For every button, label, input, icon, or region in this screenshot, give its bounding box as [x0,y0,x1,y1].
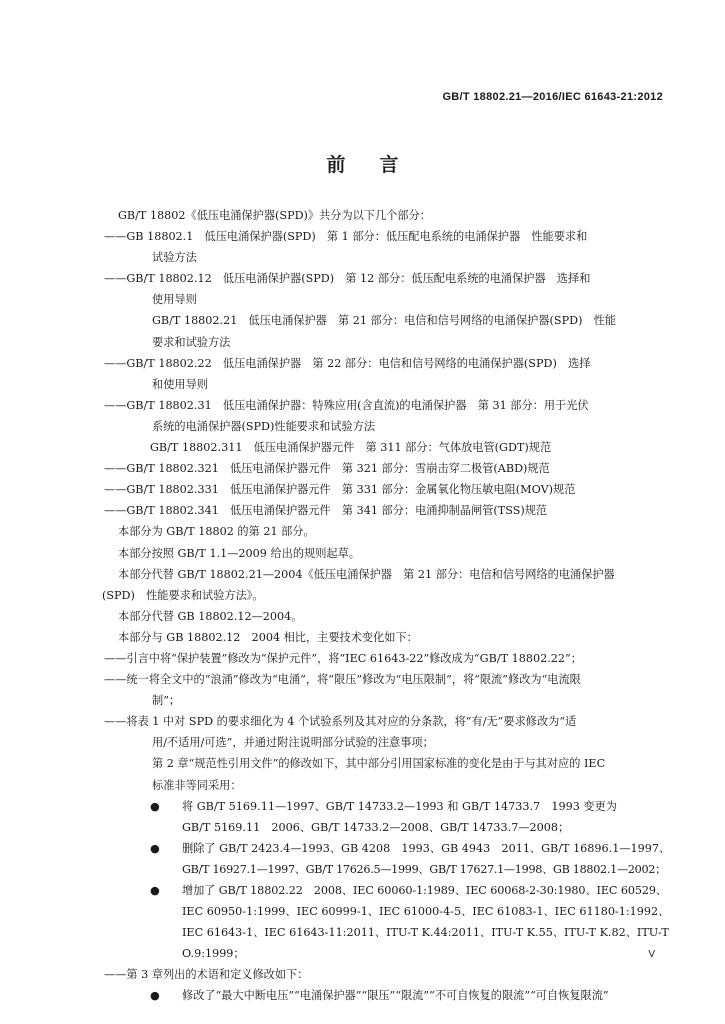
text-line: IEC 61643-1、IEC 61643-11:2011、ITU-T K.44:2011、ITU-T K.55、ITU-T K.82、ITU-T [182,926,669,940]
page-title: 前言 [326,154,433,176]
text-line: 本部分与 GB 18802.12 2004 相比，主要技术变化如下： [118,630,418,644]
text-line: 本部分按照 GB/T 1.1—2009 给出的规则起草。 [118,546,360,560]
list-item: ——统一将全文中的“浪涌”修改为“电涌”，将“限压”修改为“电压限制”，将“限流”修改为“电流限 [104,673,581,687]
list-item: ——GB 18802.1 低压电涌保护器(SPD) 第 1 部分：低压配电系统的电涌保护器 性能要求和 [104,230,588,244]
bullet-icon: ● [150,799,160,813]
list-item: ——第 3 章列出的术语和定义修改如下： [104,968,309,982]
list-item: ——GB/T 18802.31 低压电涌保护器：特殊应用(含直流)的电涌保护器 第 31 部分：用于光伏 [104,398,589,412]
list-item: ——GB/T 18802.321 低压电涌保护器元件 第 321 部分：雪崩击穿二极管(ABD)规范 [104,462,550,476]
bullet-icon: ● [150,841,160,855]
bullet-text: 删除了 GB/T 2423.4—1993、GB 4208 1993、GB 4943 2011、GB/T 16896.1—1997、 [182,841,671,855]
standard-number-header: GB/T 18802.21—2016/IEC 61643-21:2012 [442,91,663,103]
list-item: GB/T 18802.311 低压电涌保护器元件 第 311 部分：气体放电管(GDT)规范 [150,441,552,455]
text-line: 标准非等同采用： [152,778,242,792]
bullet-icon: ● [150,884,160,897]
text-line: 使用导则 [152,293,197,307]
text-line: 和使用导则 [152,377,208,391]
text-line: 系统的电涌保护器(SPD)性能要求和试验方法 [152,419,376,433]
text-line: 本部分代替 GB/T 18802.21—2004《低压电涌保护器 第 21 部分：电信和信号网络的电涌保护器 [118,567,615,581]
text-line: 制”； [152,694,181,708]
bullet-text: 增加了 GB/T 18802.22 2008、IEC 60060-1:1989、IEC 60068-2-30:1980、IEC 60529、 [182,884,668,897]
list-item: 第 2 章“规范性引用文件”的修改如下，其中部分引用国家标准的变化是由于与其对应的 IEC [152,757,606,771]
text-line: 要求和试验方法 [152,335,231,349]
bullet-item [104,838,670,859]
foreword-body [104,205,670,1007]
list-item: ——将表 1 中对 SPD 的要求细化为 4 个试验系列及其对应的分条款，将“有/无”要求修改为“适 [104,715,577,729]
text-line: 本部分代替 GB 18802.12—2004。 [118,609,303,623]
text-line: 本部分为 GB/T 18802 的第 21 部分。 [118,525,315,539]
text-line: (SPD) 性能要求和试验方法》。 [102,588,264,602]
list-item: ——引言中将“保护装置”修改为“保护元件”，将“IEC 61643-22”修改成为“GB/T 18802.22”； [104,651,582,665]
list-item: ——GB/T 18802.22 低压电涌保护器 第 22 部分：电信和信号网络的电涌保护器(SPD) 选择 [104,356,591,370]
text-line: 试验方法 [152,251,197,265]
text-line: GB/T 18802《低压电涌保护器(SPD)》共分为以下几个部分： [118,209,431,222]
bullet-text: 修改了“最大中断电压”“电涌保护器”“限压”“限流”“不可自恢复的限流”“可自恢复限流” [182,989,609,1003]
page-number: V [648,949,655,960]
bullet-item [104,880,670,901]
bullet-icon: ● [150,989,160,1003]
bullet-text: 将 GB/T 5169.11—1997、GB/T 14733.2—1993 和 GB/T 14733.7 1993 变更为 [182,799,617,813]
bullet-item [104,796,670,817]
text-line: O.9:1999； [182,947,245,961]
list-item: GB/T 18802.21 低压电涌保护器 第 21 部分：电信和信号网络的电涌保护器(SPD) 性能 [152,314,617,328]
list-item: ——GB/T 18802.12 低压电涌保护器(SPD) 第 12 部分：低压配电系统的电涌保护器 选择和 [104,272,591,286]
list-item: ——GB/T 18802.331 低压电涌保护器元件 第 331 部分：金属氧化物压敏电阻(MOV)规范 [104,483,576,497]
text-line: 用/不适用/可选”，并通过附注说明部分试验的注意事项； [152,736,434,750]
list-item: ——GB/T 18802.341 低压电涌保护器元件 第 341 部分：电涌抑制晶闸管(TSS)规范 [104,504,548,518]
bullet-item [104,985,670,1006]
text-line: GB/T 5169.11 2006、GB/T 14733.2—2008、GB/T 14733.7—2008； [182,820,570,834]
text-line: IEC 60950-1:1999、IEC 60999-1、IEC 61000-4-5、IEC 61083-1、IEC 61180-1:1992、 [182,905,670,919]
text-line: GB/T 16927.1—1997、GB/T 17626.5—1999、GB/T 17627.1—1998、GB 18802.1—2002； [182,862,666,876]
